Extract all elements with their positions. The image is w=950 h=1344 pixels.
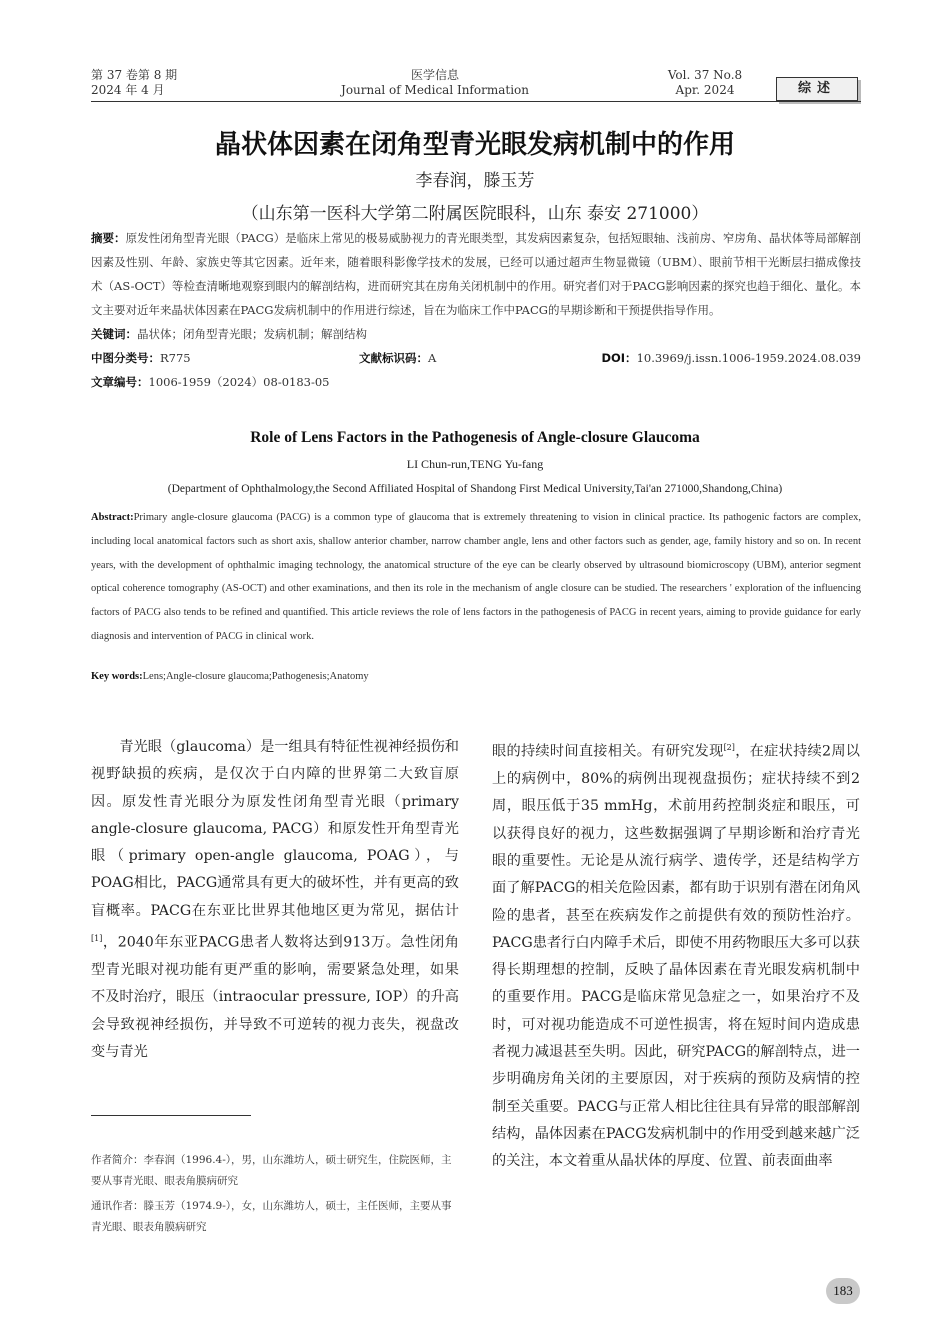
abstract-en <box>91 506 861 649</box>
header-journal-en: Journal of Medical Information <box>341 83 529 97</box>
article-title-en: Role of Lens Factors in the Pathogenesis of Angle-closure Glaucoma <box>250 429 700 446</box>
clc-code <box>91 346 191 370</box>
abstract-cn-label: 摘要： <box>91 231 126 245</box>
body-column-left <box>91 734 459 1066</box>
doc-code-label: 文献标识码： <box>359 351 428 365</box>
keywords-en <box>91 671 861 682</box>
footnote-divider <box>91 1115 251 1116</box>
document-code <box>359 346 436 370</box>
header-divider <box>91 101 861 102</box>
header-vol-no: Vol. 37 No.8 <box>667 68 743 82</box>
article-no-value: 1006-1959（2024）08-0183-05 <box>148 375 330 389</box>
doi-label: DOI： <box>601 351 637 365</box>
intro-paragraph-part1: 青光眼（glaucoma）是一组具有特征性视神经损伤和视野缺损的疾病，是仅次于白内障的世界第二大致盲原因。原发性青光眼分为原发性闭角型青光眼（primary angle-closure glaucoma, PACG）和原发性开角型青光眼（primary open-angle glaucoma, POAG），与POAG相比，PACG通常具有更大的破坏性，并有更高的致盲概率。PACG在东亚比世界其他地区更为常见，据估计 <box>91 739 459 919</box>
abstract-cn-text: 原发性闭角型青光眼（PACG）是临床上常见的极易威胁视力的青光眼类型，其发病因素复杂，包括短眼轴、浅前房、窄房角、晶状体等局部解剖因素及性别、年龄、家族史等其它因素。近年来，随着眼科影像学技术的发展，已经可以通过超声生物显微镜（UBM）、眼前节相干光断层扫描成像技术（AS-OCT）等检查清晰地观察到眼内的解剖结构，进而研究其在房角关闭机制中的作用。研究者们对于PACG影响因素的探究也趋于细化、量化。本文主要对近年来晶状体因素在PACG发病机制中的作用进行综述，旨在为临床工作中PACG的早期诊断和干预提供指导作用。 <box>91 231 862 317</box>
doi <box>601 346 861 370</box>
keywords-cn-label: 关键词： <box>91 327 137 341</box>
header-volume: 第 37 卷第 8 期 <box>91 68 178 82</box>
header-journal-name <box>330 68 540 98</box>
reference-1[interactable]: [1] <box>91 934 103 944</box>
affiliation-cn: （山东第一医科大学第二附属医院眼科，山东 泰安 271000） <box>241 204 709 224</box>
clc-value: R775 <box>160 351 191 365</box>
article-number <box>91 370 861 394</box>
authors-cn: 李春润，滕玉芳 <box>415 171 535 191</box>
abstract-en-label: Abstract: <box>91 512 134 523</box>
body-column-right <box>492 734 860 1175</box>
authors-en: LI Chun-run,TENG Yu-fang <box>406 457 544 471</box>
header-date-cn: 2024 年 4 月 <box>91 83 165 97</box>
keywords-cn-text: 晶状体；闭角型青光眼；发病机制；解剖结构 <box>137 327 367 341</box>
doi-value: 10.3969/j.issn.1006-1959.2024.08.039 <box>636 351 861 365</box>
affiliation-en: (Department of Ophthalmology,the Second Affiliated Hospital of Shandong First Medical University,Tai'an 271000,Shandong,China) <box>167 483 783 495</box>
footnote-corresponding-author: 通讯作者：滕玉芳（1974.9-），女，山东潍坊人，硕士，主任医师，主要从事青光眼、眼表角膜病研究 <box>91 1200 452 1233</box>
doc-code-value: A <box>428 351 437 365</box>
section-badge: 综述 <box>776 77 858 101</box>
header-journal-issue <box>91 68 177 98</box>
intro-paragraph-part2: ，2040年东亚PACG患者人数将达到913万。急性闭角型青光眼对视功能有更严重的影响，需要紧急处理，如果不及时治疗，眼压（intraocular pressure, IOP）的升高会导致视神经损伤，并导致不可逆转的视力丧失，视盘改变与青光 <box>91 934 459 1060</box>
keywords-en-text: Lens;Angle-closure glaucoma;Pathogenesis;Anatomy <box>142 671 369 682</box>
keywords-cn <box>91 322 861 346</box>
abstract-cn-block <box>91 226 861 394</box>
header-volume-en <box>650 68 760 98</box>
reference-2[interactable]: [2] <box>723 743 735 752</box>
body-right-part2: ，在症状持续2周以上的病例中，80%的病例出现视盘损伤；症状持续不到2周，眼压低于35 mmHg，术前用药控制炎症和眼压，可以获得良好的视力，这些数据强调了早期诊断和治疗青光眼的重要性。无论是从流行病学、遗传学，还是结构学方面了解PACG的相关危险因素，都有助于识别有潜在闭角风险的患者，甚至在疾病发作之前提供有效的预防性治疗。PACG患者行白内障手术后，即使不用药物眼压大多可以获得长期理想的控制，反映了晶体因素在青光眼发病机制中的重要作用。PACG是临床常见急症之一，如果治疗不及时，可对视功能造成不可逆性损害，将在短时间内造成患者视力减退甚至失明。因此，研究PACG的解剖特点，进一步明确房角关闭的主要原因，对于疾病的预防及病情的控制至关重要。PACG与正常人相比往往具有异常的眼部解剖结构，晶体因素在PACG发病机制中的作用受到越来越广泛的关注，本文着重从晶状体的厚度、位置、前表面曲率 <box>492 743 860 1170</box>
page-number: 183 <box>826 1278 860 1304</box>
keywords-en-label: Key words: <box>91 671 143 682</box>
body-right-part1: 眼的持续时间直接相关。有研究发现 <box>492 743 724 760</box>
footnote-author-intro: 作者简介：李春润（1996.4-），男，山东潍坊人，硕士研究生，住院医师，主要从事青光眼、眼表角膜病研究 <box>91 1154 452 1187</box>
abstract-en-text: Primary angle-closure glaucoma (PACG) is a common type of glaucoma that is extremely threatening to vision in clinical practice. Its pathogenic factors are complex, including local anatomical factors such as short axis, shallow anterior chamber, narrow chamber angle, lens and other factors such as gender, age, family history and so on. In recent years, with the development of ophthalmic imaging technology, the anatomical structure of the eye can be clearly observed by ultrasound biomicroscopy (UBM), anterior segment optical coherence tomography (AS-OCT) and other examinations, and then its role in the mechanism of angle closure can be studied. The researchers ' exploration of the influencing factors of PACG also tends to be refined and quantified. This article reviews the role of lens factors in the pathogenesis of PACG in recent years, aiming to provide guidance for early diagnosis and intervention of PACG in clinical work. <box>91 512 861 642</box>
header-journal-cn: 医学信息 <box>410 68 459 82</box>
article-no-label: 文章编号： <box>91 375 149 389</box>
article-title-cn: 晶状体因素在闭角型青光眼发病机制中的作用 <box>214 130 735 160</box>
abstract-cn <box>91 226 861 322</box>
header-date-en: Apr. 2024 <box>675 83 735 97</box>
clc-label: 中图分类号： <box>91 351 160 365</box>
classification-line <box>91 346 861 370</box>
